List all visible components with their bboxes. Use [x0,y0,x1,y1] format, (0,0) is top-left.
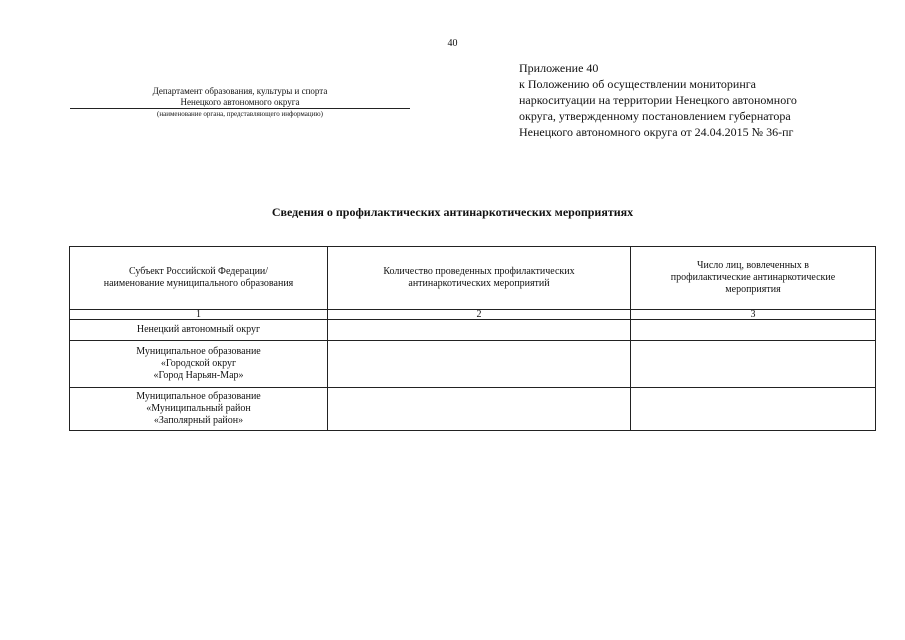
department-name-line1: Департамент образования, культуры и спорта [152,86,328,96]
annex-line: к Положению об осуществлении мониторинга [519,77,757,91]
table-row [70,341,876,388]
row-subject-name: Муниципальное образование «Городской округ «Город Нарьян-Мар» [70,341,328,388]
annex-line: Приложение 40 [519,61,599,75]
row-events-count [328,388,631,431]
page-number: 40 [447,38,458,49]
row-persons-count [631,341,876,388]
column-number: 3 [631,310,876,320]
row-events-count [328,320,631,341]
row-subject-name: Ненецкий автономный округ [70,320,328,341]
table-header-row [70,247,876,310]
row-persons-count [631,320,876,341]
department-caption: (наименование органа, представляющего информацию) [157,110,323,118]
column-number-row [70,310,876,320]
document-title: Сведения о профилактических антинаркотических мероприятиях [271,205,634,219]
column-number: 2 [328,310,631,320]
table-row [70,320,876,341]
header-cell-events-count: Количество проведенных профилактических антинаркотических мероприятий [328,247,631,310]
annex-line: Ненецкого автономного округа от 24.04.2015 № 36-пг [519,125,794,139]
department-block [70,86,410,119]
row-subject-name: Муниципальное образование «Муниципальный район «Заполярный район» [70,388,328,431]
annex-line: наркоситуации на территории Ненецкого автономного [519,93,797,107]
events-table [69,246,876,431]
header-cell-persons-count: Число лиц, вовлеченных в профилактические антинаркотические мероприятия [631,247,876,310]
annex-block [519,60,879,140]
row-events-count [328,341,631,388]
header-cell-subject: Субъект Российской Федерации/ наименование муниципального образования [70,247,328,310]
department-name-line2: Ненецкого автономного округа [180,97,300,107]
department-underline [70,108,410,109]
column-number: 1 [70,310,328,320]
annex-line: округа, утвержденному постановлением губернатора [519,109,791,123]
row-persons-count [631,388,876,431]
table-row [70,388,876,431]
